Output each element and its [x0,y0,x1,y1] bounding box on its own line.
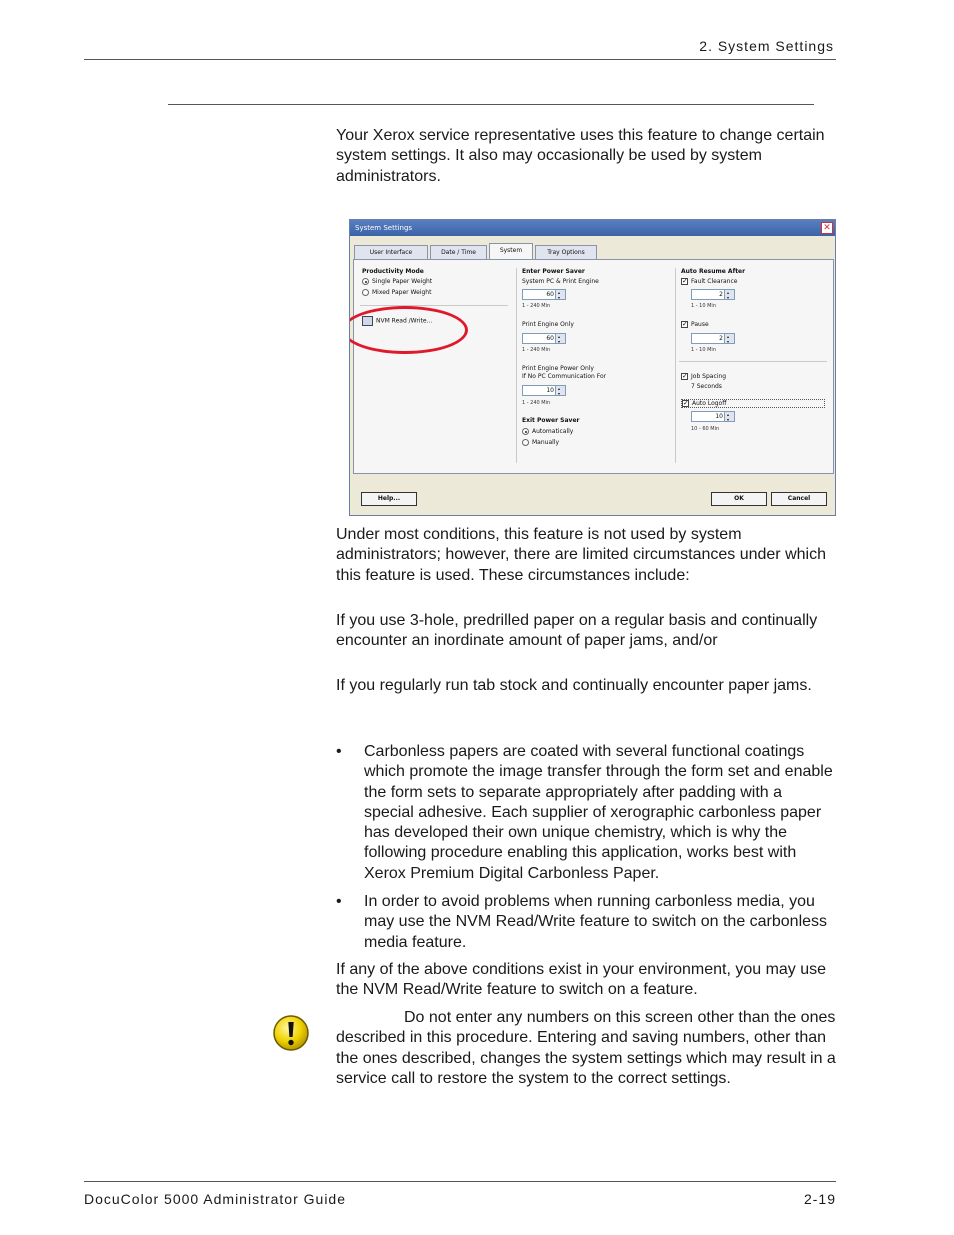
divider [679,361,827,362]
exit-manual-radio[interactable] [522,439,559,446]
system-settings-screenshot [349,219,836,516]
checkbox-checked-icon: ✓ [682,372,688,380]
radio-selected-icon [522,428,529,435]
header-section: 2. System Settings [699,38,834,54]
close-icon[interactable]: ✕ [821,222,833,234]
highlight-oval [349,306,468,354]
list-item-text: Carbonless papers are coated with several functional coatings which promote the image transfer through the form set and enable the form sets to separate appropriately after padding with a special adhesive. Each supplier of xerographic carbonless paper has developed their own unique chemistry, which is why the following procedure enabling this application, works best with Xerox Premium Digital Carbonless Paper. [364,743,833,882]
power-saver-label: Enter Power Saver [522,268,585,275]
engine-power-label-2: If No PC Communication For [522,373,607,380]
checkbox-checked-icon: ✓ [682,277,688,285]
pause-range: 1 - 10 Min [691,347,716,353]
exit-auto-label: Automatically [532,428,574,435]
checkbox-checked-icon: ✓ [683,399,689,407]
system-pc-stepper[interactable]: 60 ▴▾ [522,289,566,300]
auto-logoff-range: 10 - 60 Min [691,426,720,432]
conditions-paragraph: Under most conditions, this feature is not used by system administrators; however, there are limited circumstances under which this feature is used. These circumstances include: [336,526,826,584]
section-rule [168,104,814,105]
radio-icon [362,289,369,296]
single-weight-label: Single Paper Weight [372,278,433,285]
fault-clearance-range: 1 - 10 Min [691,303,716,309]
system-pc-range: 1 - 240 Min [522,303,551,309]
bullet-glyph: • [336,893,342,910]
column-divider [516,268,517,463]
caution-icon [272,1014,310,1052]
divider [360,305,508,306]
tab-stock-paragraph: If you regularly run tab stock and continually encounter paper jams. [336,677,812,694]
system-pc-label: System PC & Print Engine [522,278,599,285]
auto-resume-label: Auto Resume After [681,268,746,275]
pause-checkbox[interactable] [681,321,709,328]
bullet-glyph: • [336,743,342,760]
intro-paragraph: Your Xerox service representative uses this feature to change certain system settings. It also may occasionally be used by system administrators. [336,127,825,185]
fault-clearance-checkbox[interactable] [681,278,737,285]
fault-clearance-label: Fault Clearance [691,278,738,285]
footer-guide-title: DocuColor 5000 Administrator Guide [84,1191,347,1207]
exit-manual-label: Manually [532,439,560,446]
caution-paragraph: Do not enter any numbers on this screen other than the ones described in this procedure. Entering and saving numbers, other than the ones described, changes the system settings which may result in a service call to restore the system to the correct settings. [336,1009,836,1087]
header-rule [84,59,836,60]
tab-system[interactable]: System [489,243,533,260]
radio-icon [522,439,529,446]
auto-logoff-stepper[interactable]: 10 ▴▾ [691,411,735,422]
fault-clearance-stepper[interactable]: 2 ▴▾ [691,289,735,300]
productivity-label: Productivity Mode [362,268,424,275]
mixed-weight-label: Mixed Paper Weight [372,289,432,296]
pause-stepper[interactable]: 2 ▴▾ [691,333,735,344]
job-spacing-checkbox[interactable] [681,373,726,380]
tab-user-interface[interactable]: User Interface [354,245,428,259]
radio-selected-icon [362,278,369,285]
print-engine-stepper[interactable]: 60 ▴▾ [522,333,566,344]
engine-power-label-1: Print Engine Power Only [522,365,594,372]
pause-label: Pause [691,321,709,328]
auto-logoff-label: Auto Logoff [692,400,727,407]
tab-tray-options[interactable]: Tray Options [535,245,597,259]
mixed-weight-radio[interactable] [362,289,431,296]
print-engine-range: 1 - 240 Min [522,347,551,353]
job-spacing-value: 7 Seconds [691,383,722,390]
single-weight-radio[interactable] [362,278,432,285]
column-divider [675,268,676,463]
checkbox-checked-icon: ✓ [682,320,688,328]
engine-power-stepper[interactable]: 10 ▴▾ [522,385,566,396]
exit-auto-radio[interactable] [522,428,573,435]
system-panel [353,259,834,474]
engine-power-range: 1 - 240 Min [522,400,551,406]
dialog-title: System Settings [350,220,835,236]
three-hole-paragraph: If you use 3-hole, predrilled paper on a regular basis and continually encounter an inordinate amount of paper jams, and/or [336,612,818,650]
conditions-exist-paragraph: If any of the above conditions exist in your environment, you may use the NVM Read/Write feature to switch on a feature. [336,961,827,999]
print-engine-label: Print Engine Only [522,321,574,328]
auto-logoff-checkbox[interactable] [681,399,825,408]
cancel-button[interactable]: Cancel [771,492,827,506]
ok-button[interactable]: OK [711,492,767,506]
footer-page-number: 2-19 [803,1191,836,1207]
footer-rule [84,1181,836,1182]
help-button[interactable]: Help... [361,492,417,506]
job-spacing-label: Job Spacing [691,373,727,380]
exit-power-saver-label: Exit Power Saver [522,417,580,424]
nvm-button-label: NVM Read /Write... [376,317,433,325]
list-item-text: In order to avoid problems when running carbonless media, you may use the NVM Read/Write feature to switch on the carbonless media feature. [364,893,828,951]
tab-date-time[interactable]: Date / Time [430,245,487,259]
